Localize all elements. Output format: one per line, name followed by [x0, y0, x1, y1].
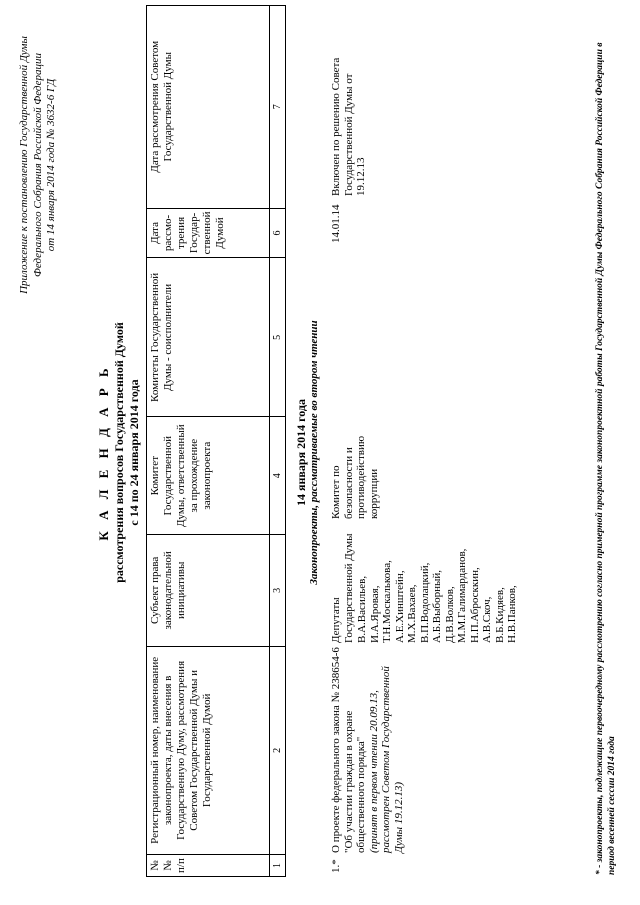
column-header-co-committees: Комитеты Государственной Думы - соисполнители [147, 258, 270, 417]
column-header-council-date: Дата рассмотрения Советом Государственной Думы [147, 6, 270, 209]
deputy-name: Т.Н.Москалькова, [381, 560, 393, 643]
item-bill-stage: (принят в первом чтении 20.09.13, рассмотрен Советом Государственной Думы 19.12.13) [367, 666, 405, 853]
calendar-title: К А Л Е Н Д А Р Ь [96, 364, 111, 541]
deputy-name: А.В.Скоч, [481, 596, 493, 643]
appendix-note [18, 15, 59, 315]
deputy-name: М.М.Галимарданов, [456, 548, 468, 643]
deputy-name: Н.П.Абросккин, [468, 567, 481, 643]
deputy-name: В.П.Водолацкий, [418, 562, 431, 643]
item-council-decision: Включен по решению Совета Государственной Думы от 19.12.13 [330, 57, 367, 196]
table-header-row [147, 6, 270, 877]
table-column-numbers-row [270, 6, 286, 877]
deputy-name: В.А.Васильев, [356, 575, 368, 643]
deputy-name: Д.В.Волков, [443, 586, 456, 643]
session-date-heading: 14 января 2014 года [294, 399, 308, 506]
deputy-name: В.Б.Кидяев, [493, 587, 506, 643]
item-subject: Депутаты Государственной Думы [330, 533, 355, 643]
column-number: 4 [270, 417, 286, 535]
item-committee: Комитет по безопасности и противодействию коррупции [330, 435, 380, 519]
session-subheading: Законопроекты, рассматриваемые во втором чтении [308, 320, 320, 585]
appendix-line: от 14 января 2014 года № 3632-6 ГД [45, 78, 57, 252]
appendix-line: Приложение к постановлению Государственной Думы [18, 36, 30, 294]
item-number: 1.* [330, 859, 342, 873]
footnote: * - законопроекты, подлежащие первоочередному рассмотрению согласно примерной программе законопроектной работы Государственной Думы Федерального Собрания Российской Федерации в период весенней сессии 2014 года [595, 42, 617, 875]
column-header-number: №№ п/п [147, 855, 270, 877]
item-bill-title: О проекте федерального закона № 238654-6 "Об участии граждан в охране общественного порядка" [330, 647, 367, 853]
column-number: 1 [270, 855, 286, 877]
item-deputies-list [356, 533, 519, 643]
column-number: 7 [270, 6, 286, 209]
column-number: 6 [270, 208, 286, 258]
column-number: 3 [270, 534, 286, 646]
column-number: 5 [270, 258, 286, 417]
deputy-name: Н.В.Панков, [506, 585, 518, 643]
appendix-line: Федерального Собрания Российской Федерации [31, 53, 44, 277]
column-header-subject: Субъект права законодательной инициативы [147, 534, 270, 646]
item-bill-cell [330, 647, 405, 853]
calendar-table [146, 5, 286, 877]
item-duma-date: 14.01.14 [330, 204, 342, 243]
deputy-name: М.Х.Вахаев, [406, 584, 418, 643]
deputy-name: И.А.Яровая, [368, 585, 381, 643]
deputy-name: А.Б.Выборный, [431, 570, 443, 643]
column-header-duma-date: Дата рассмо-трения Государ-ственной Думой [147, 208, 270, 258]
calendar-period: с 14 по 24 января 2014 года [127, 379, 141, 526]
calendar-subtitle: рассмотрения вопросов Государственной Думой [112, 322, 126, 583]
column-number: 2 [270, 646, 286, 854]
column-header-bill: Регистрационный номер, наименование законопроекта, даты внесения в Государственную Думу, рассмотрения Советом Государственной Думы и Государственной Думой [147, 646, 270, 854]
deputy-name: А.Е.Хинштейн, [393, 570, 406, 643]
column-header-committee: Комитет Государственной Думы, ответственный за прохождение законопроекта [147, 417, 270, 535]
